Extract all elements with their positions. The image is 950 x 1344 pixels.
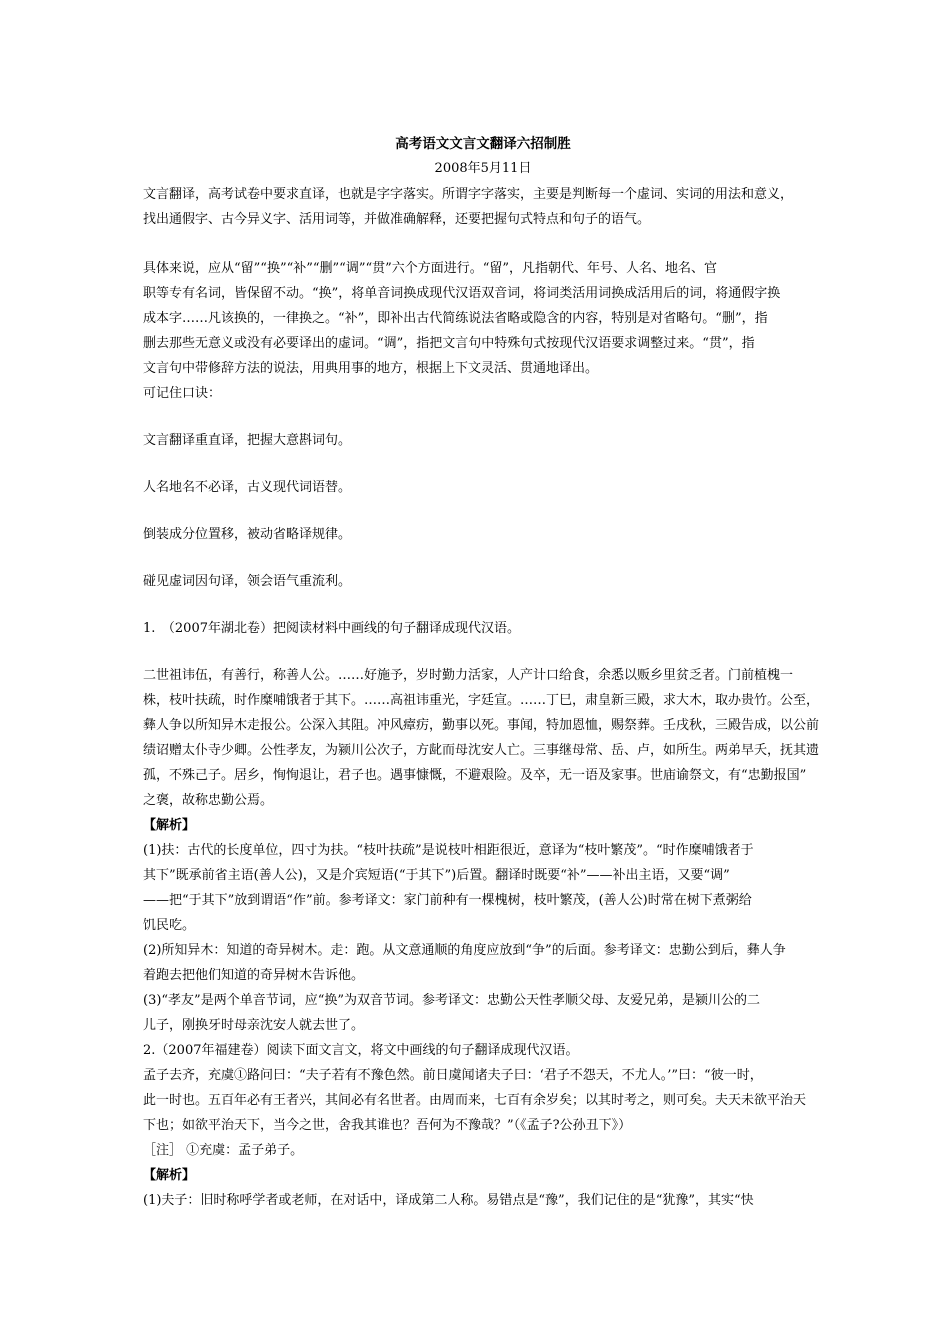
question-2-passage	[143, 1063, 823, 1163]
analysis-label: 【解析】	[143, 1168, 196, 1183]
document-page	[143, 132, 823, 1213]
text-line: 绩诏赠太仆寺少卿。公性孝友，为颍川公次子，方龀而母沈安人亡。三事继母常、岳、卢，如所生。两弟早夭，抚其遗	[143, 743, 820, 758]
text-line: 文言句中带修辞方法的说法，用典用事的地方，根据上下文灵活、贯通地译出。	[143, 361, 599, 376]
mnemonic-line: 碰见虚词因句译，领会语气重流利。	[143, 574, 352, 589]
method-paragraph	[143, 256, 823, 406]
text-line: 着跑去把他们知道的奇异树木告诉他。	[143, 968, 365, 983]
text-line: 具体来说，应从“留”“换”“补”“删”“调”“贯”六个方面进行。“留”，凡指朝代、年号、人名、地名、官	[143, 261, 718, 276]
intro-paragraph	[143, 182, 823, 232]
text-line: 职等专有名词，皆保留不动。“换”，将单音词换成现代汉语双音词，将词类活用词换成活用后的词，将通假字换	[143, 286, 781, 301]
question-1-heading: 1. （2007年湖北卷）把阅读材料中画线的句子翻译成现代汉语。	[143, 621, 520, 636]
text-line: 儿子，刚换牙时母亲沈安人就去世了。	[143, 1018, 365, 1033]
text-line: (2)所知异木：知道的奇异树木。走：跑。从文意通顺的角度应放到“争”的后面。参考译文：忠勤公到后，彝人争	[143, 943, 786, 958]
text-line: 孟子去齐，充虞①路问曰：“夫子若有不豫色然。前日虞闻诸夫子曰：‘君子不怨天，不尤人。’”曰：“彼一时，	[143, 1068, 763, 1083]
text-line: 饥民吃。	[143, 918, 196, 933]
analysis-label: 【解析】	[143, 818, 196, 833]
text-line: 文言翻译，高考试卷中要求直译，也就是字字落实。所谓字字落实，主要是判断每一个虚词、实词的用法和意义，	[143, 187, 794, 202]
text-line: 彝人争以所知异木走报公。公深入其阻。冲风瘴疠，勤事以死。事闻，特加恩恤，赐祭葬。壬戌秋，三殿告成，以公前	[143, 718, 820, 733]
text-line: 其下”既承前省主语(善人公)，又是介宾短语(“于其下”)后置。翻译时既要“补”——补出主语，又要“调”	[143, 868, 730, 883]
text-line: 可记住口诀：	[143, 386, 222, 401]
document-date: 2008年5月11日	[434, 161, 532, 176]
text-line: 下也；如欲平治天下，当今之世，舍我其谁也？吾何为不豫哉？”（《孟子?公孙丑下》）	[143, 1118, 632, 1133]
text-line: 株，枝叶扶疏，时作糜哺饿者于其下。……高祖讳重光，字廷宣。……丁巳，肃皇新三殿，求大木，取办贵竹。公至，	[143, 693, 820, 708]
text-line: 之褒，故称忠勤公焉。	[143, 793, 274, 808]
question-1-analysis	[143, 838, 823, 1038]
mnemonic-line: 文言翻译重直译，把握大意斟词句。	[143, 433, 352, 448]
text-line: 删去那些无意义或没有必要译出的虚词。“调”，指把文言句中特殊句式按现代汉语要求调整过来。“贯”，指	[143, 336, 755, 351]
text-line: ——把“于其下”放到谓语“作”前。参考译文：家门前种有一棵槐树，枝叶繁茂，(善人公)时常在树下煮粥给	[143, 893, 752, 908]
mnemonic-line: 人名地名不必译，古义现代词语替。	[143, 480, 352, 495]
question-1-passage	[143, 663, 823, 813]
text-line: 成本字……凡该换的，一律换之。“补”，即补出古代简练说法省略或隐含的内容，特别是对省略句。“删”，指	[143, 311, 768, 326]
annotation-note: ［注］ ①充虞：孟子弟子。	[143, 1143, 304, 1158]
text-line: (3)“孝友”是两个单音节词，应“换”为双音节词。参考译文：忠勤公天性孝顺父母、友爱兄弟，是颍川公的二	[143, 993, 760, 1008]
text-line: (1)夫子：旧时称呼学者或老师，在对话中，译成第二人称。易错点是“豫”，我们记住的是“犹豫”，其实“快	[143, 1193, 754, 1208]
document-title: 高考语文文言文翻译六招制胜	[395, 136, 571, 152]
text-line: 孤，不殊己子。居乡，恂恂退让，君子也。遇事慷慨，不避艰险。及卒，无一语及家事。世庙谕祭文，有“忠勤报国”	[143, 768, 807, 783]
text-line: 二世祖讳伍，有善行，称善人公。……好施予，岁时勤力活家，人产计口给食，余悉以贩乡里贫乏者。门前植槐一	[143, 668, 794, 683]
text-line: 此一时也。五百年必有王者兴，其间必有名世者。由周而来，七百有余岁矣；以其时考之，则可矣。夫天未欲平治天	[143, 1093, 807, 1108]
text-line: 找出通假字、古今异义字、活用词等，并做准确解释，还要把握句式特点和句子的语气。	[143, 212, 651, 227]
question-2-analysis	[143, 1188, 823, 1213]
mnemonic-line: 倒装成分位置移，被动省略译规律。	[143, 527, 352, 542]
text-line: (1)扶：古代的长度单位，四寸为扶。“枝叶扶疏”是说枝叶相距很近，意译为“枝叶繁茂”。“时作糜哺饿者于	[143, 843, 754, 858]
question-2-heading: 2.（2007年福建卷）阅读下面文言文，将文中画线的句子翻译成现代汉语。	[143, 1043, 579, 1058]
